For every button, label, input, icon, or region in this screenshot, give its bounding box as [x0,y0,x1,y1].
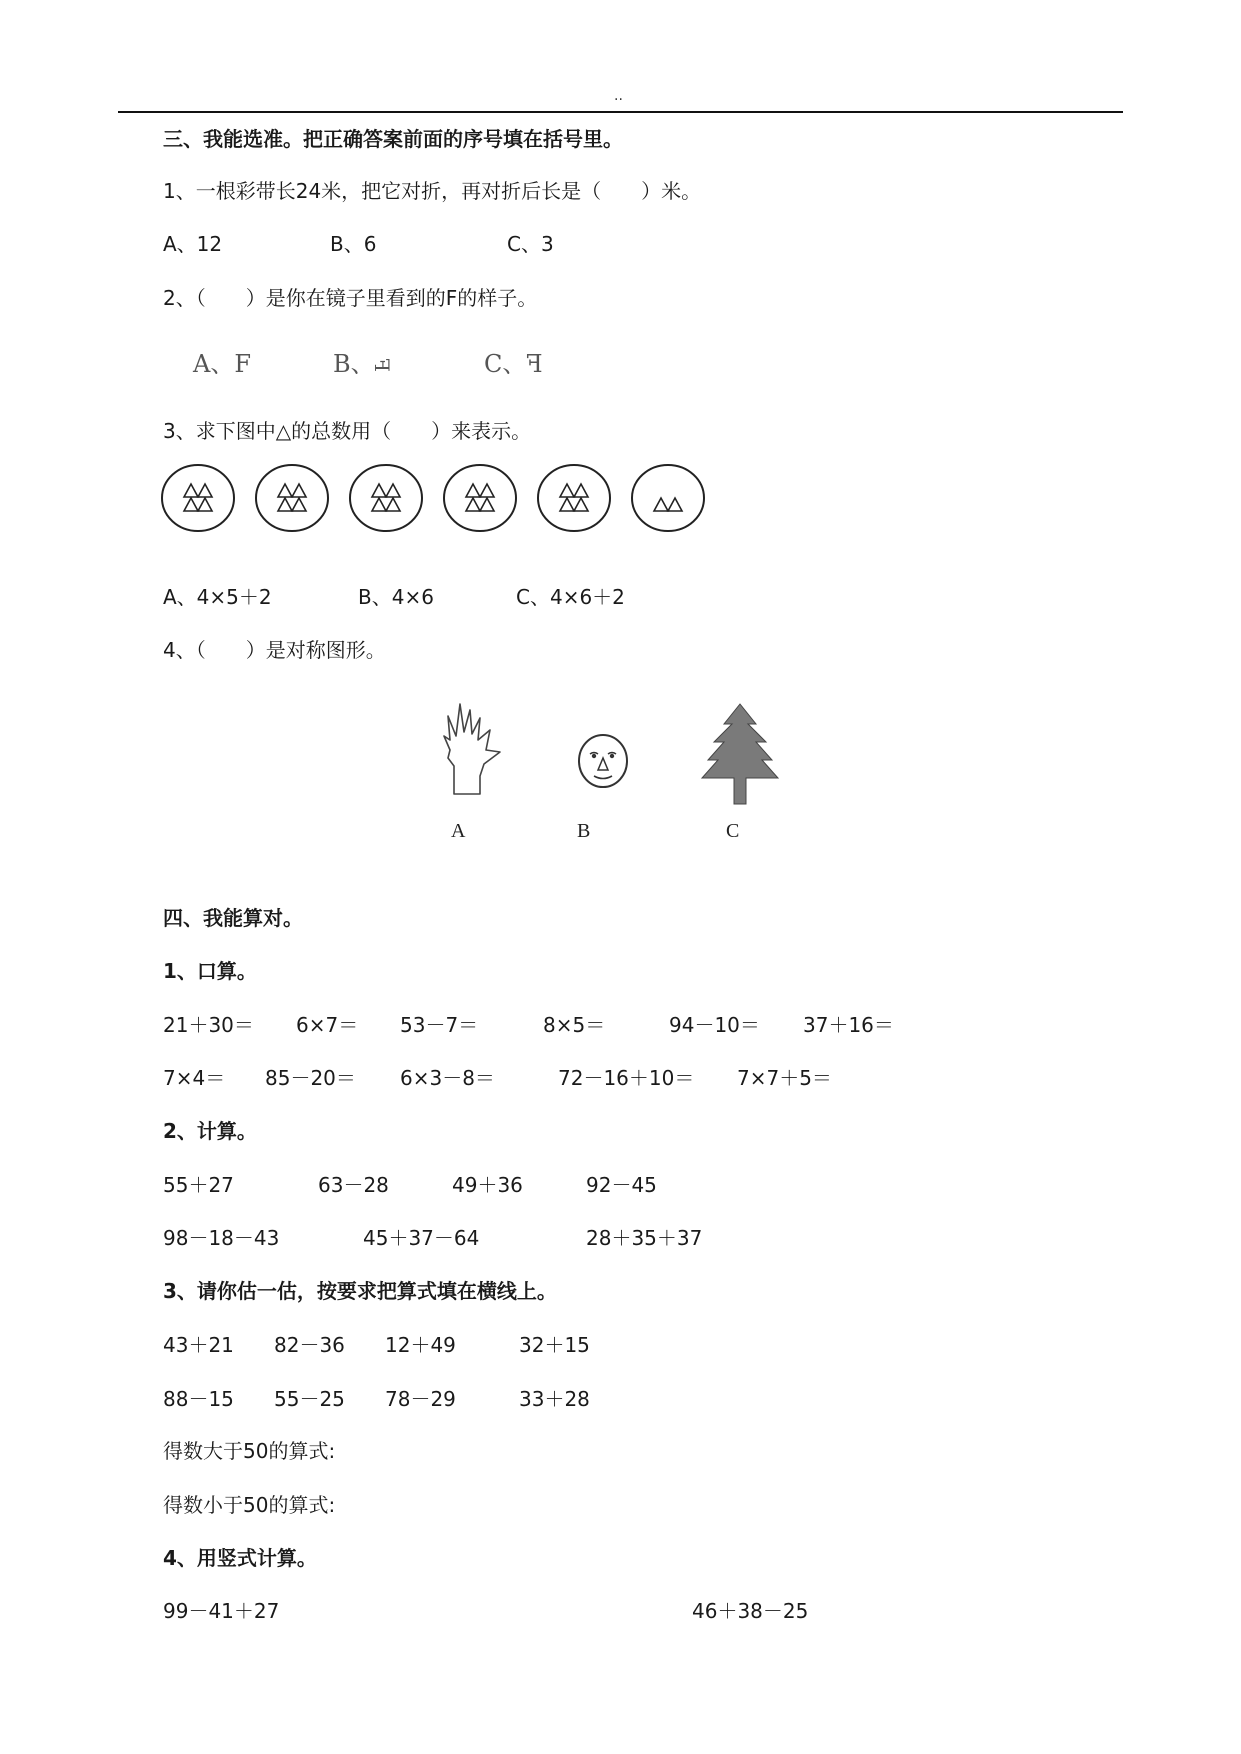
q3-option-b: B、4×6 [358,585,434,609]
p4-item: 99－41＋27 [163,1599,280,1623]
triangle-group-oval [350,465,422,531]
q3-option-c: C、4×6＋2 [516,585,625,609]
p3-row2-item: 78－29 [385,1387,456,1411]
tree-icon [700,702,780,806]
p3-row2-item: 88－15 [163,1387,234,1411]
p3-row1-item: 82－36 [274,1333,345,1357]
p3-row2-item: 33＋28 [519,1387,590,1411]
q2-option-a-glyph: F [234,350,251,378]
p1-row1-item: 53－7＝ [400,1013,479,1037]
p3-greater-label: 得数大于50的算式: [163,1439,336,1463]
p2-row2-item: 28＋35＋37 [586,1226,703,1250]
triangle-group-oval [162,465,234,531]
triangle-group-oval [632,465,704,531]
p1-row1-item: 8×5＝ [543,1013,606,1037]
p3-less-label: 得数小于50的算式: [163,1493,336,1517]
section3-title: 三、我能选准。把正确答案前面的序号填在括号里。 [163,127,623,151]
p1-title: 1、口算。 [163,959,257,983]
p1-row1-item: 94－10＝ [669,1013,760,1037]
header-mark: .. [614,88,623,104]
q4-figure-a-label: A [451,820,466,842]
triangle-groups-figure [160,460,720,540]
p1-row1-item: 37＋16＝ [803,1013,894,1037]
p2-row1-item: 92－45 [586,1173,657,1197]
q2-option-c-label: C、 [484,350,527,378]
triangle-group-oval [538,465,610,531]
p1-row2-item: 72－16＋10＝ [558,1066,695,1090]
q2-option-b-glyph: F [369,358,394,372]
p3-title: 3、请你估一估，按要求把算式填在横线上。 [163,1279,557,1303]
q2-option-c [484,344,543,379]
p3-row2-item: 55－25 [274,1387,345,1411]
header-rule [118,111,1123,113]
q1-option-c: C、3 [507,232,554,256]
q1-option-a: A、12 [163,232,223,256]
p2-title: 2、计算。 [163,1119,257,1143]
section4-title: 四、我能算对。 [163,906,303,930]
q4-text: 4、（ ）是对称图形。 [163,638,386,662]
q3-option-a: A、4×5＋2 [163,585,272,609]
p2-row1-item: 63－28 [318,1173,389,1197]
p1-row2-item: 7×4＝ [163,1066,226,1090]
p3-row1-item: 43＋21 [163,1333,234,1357]
p1-row1-item: 6×7＝ [296,1013,359,1037]
p1-row2-item: 85－20＝ [265,1066,356,1090]
q2-text: 2、（ ）是你在镜子里看到的F的样子。 [163,286,538,310]
triangle-group-oval [256,465,328,531]
q2-option-b-label: B、 [333,350,375,378]
q1-option-b: B、6 [330,232,377,256]
hand-icon [440,700,510,800]
p1-row1-item: 21＋30＝ [163,1013,254,1037]
p3-row1-item: 12＋49 [385,1333,456,1357]
p1-row2-item: 6×3－8＝ [400,1066,495,1090]
p2-row2-item: 98－18－43 [163,1226,280,1250]
q4-figure-b-label: B [577,820,591,842]
face-icon [576,732,630,790]
q2-option-a-label: A、 [193,350,235,378]
q1-text: 1、一根彩带长24米，把它对折，再对折后长是（ ）米。 [163,179,702,203]
p2-row1-item: 55＋27 [163,1173,234,1197]
p3-row1-item: 32＋15 [519,1333,590,1357]
q2-option-c-glyph: F [526,350,544,378]
p4-title: 4、用竖式计算。 [163,1546,317,1570]
q2-option-a [193,344,251,379]
q2-option-b [333,344,394,379]
p4-item: 46＋38－25 [692,1599,809,1623]
p1-row2-item: 7×7＋5＝ [737,1066,832,1090]
q3-text: 3、求下图中△的总数用（ ）来表示。 [163,419,532,443]
p2-row2-item: 45＋37－64 [363,1226,480,1250]
p2-row1-item: 49＋36 [452,1173,523,1197]
triangle-group-oval [444,465,516,531]
q4-figure-c-label: C [726,820,740,842]
